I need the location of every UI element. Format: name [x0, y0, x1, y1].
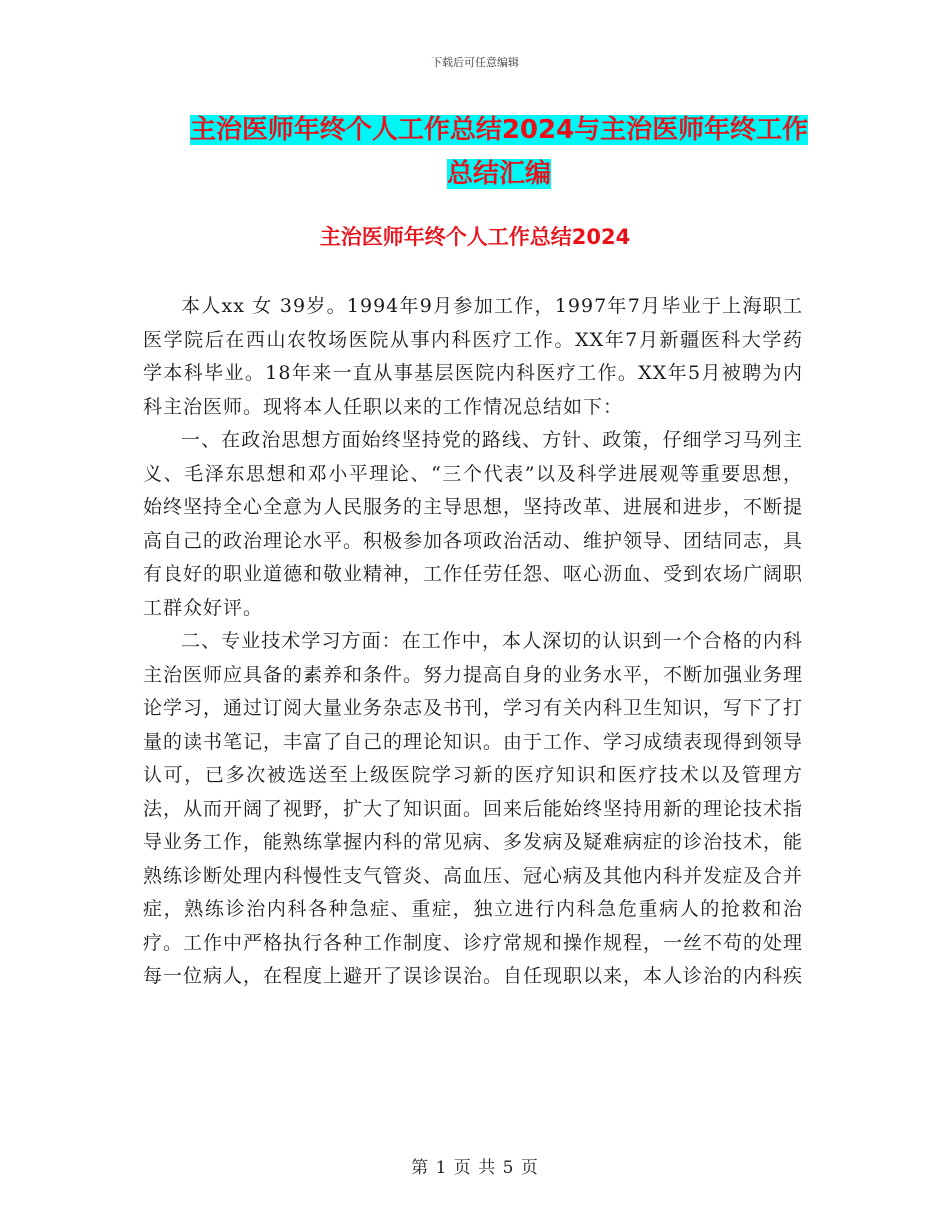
paragraph-professional: 二、专业技术学习方面：在工作中，本人深切的认识到一个合格的内科主治医师应具备的素养和条件。努力提高自身的业务水平，不断加强业务理论学习，通过订阅大量业务杂志及书刊，学习有关内科卫生知识，写下了打量的读书笔记，丰富了自己的理论知识。由于工作、学习成绩表现得到领导认可，已多次被选送至上级医院学习新的医疗知识和医疗技术以及管理方法，从而开阔了视野，扩大了知识面。回来后能始终坚持用新的理论技术指导业务工作，能熟练掌握内科的常见病、多发病及疑难病症的诊治技术，能熟练诊断处理内科慢性支气管炎、高血压、冠心病及其他内科并发症及合并症，熟练诊治内科各种急症、重症，独立进行内科急危重病人的抢救和治疗。工作中严格执行各种工作制度、诊疗常规和操作规程，一丝不苟的处理每一位病人，在程度上避开了误诊误治。自任现职以来，本人诊治的内科疾: [143, 630, 804, 987]
document-body: [143, 290, 803, 994]
section-title: 主治医师年终个人工作总结2024: [319, 225, 631, 249]
page-number: 第 1 页 共 5 页: [411, 1158, 539, 1178]
document-title-text: 主治医师年终个人工作总结2024与主治医师年终工作总结汇编: [189, 115, 809, 189]
paragraph-political: 一、在政治思想方面始终坚持党的路线、方针、政策，仔细学习马列主义、毛泽东思想和邓小平理论、“三个代表”以及科学进展观等重要思想，始终坚持全心全意为人民服务的主导思想，坚持改革、进展和进步，不断提高自己的政治理论水平。积极参加各项政治活动、维护领导、团结同志，具有良好的职业道德和敬业精神，工作任劳任怨、呕心沥血、受到农场广阔职工群众好评。: [143, 429, 804, 619]
paragraph-intro: 本人xx 女 39岁。1994年9月参加工作，1997年7月毕业于上海职工医学院后在西山农牧场医院从事内科医疗工作。XX年7月新疆医科大学药学本科毕业。18年来一直从事基层医院内科医疗工作。XX年5月被聘为内科主治医师。现将本人任职以来的工作情况总结如下：: [143, 295, 803, 418]
header-note: 下载后可任意编辑: [431, 56, 519, 69]
document-title: [188, 108, 810, 196]
